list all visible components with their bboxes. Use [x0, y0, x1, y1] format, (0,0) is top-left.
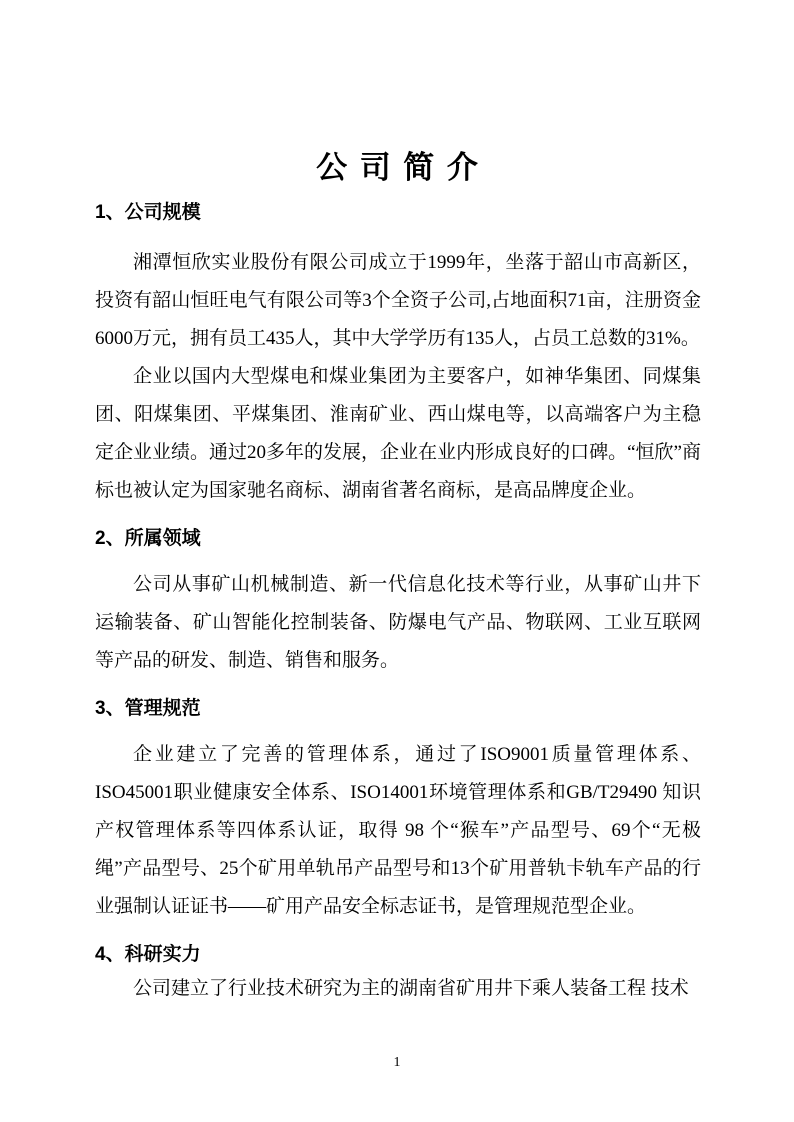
- section-management-standards: [95, 698, 701, 926]
- page-number: 1: [393, 1055, 401, 1070]
- paragraph: 湘潭恒欣实业股份有限公司成立于1999年，坐落于韶山市高新区，投资有韶山恒旺电气有限公司等3个全资子公司,占地面积71亩，注册资金6000万元，拥有员工435人，其中大学学历有135人，占员工总数的31%。: [95, 252, 701, 349]
- paragraph: 企业以国内大型煤电和煤业集团为主要客户，如神华集团、同煤集团、阳煤集团、平煤集团、淮南矿业、西山煤电等，以高端客户为主稳定企业业绩。通过20多年的发展，企业在业内形成良好的口碑。“恒欣”商标也被认定为国家驰名商标、湖南省著名商标，是高品牌度企业。: [95, 366, 701, 501]
- paragraph: 公司建立了行业技术研究为主的湖南省矿用井下乘人装备工程 技术: [133, 978, 689, 999]
- section-heading-3: 3、管理规范: [95, 698, 201, 719]
- page-title: 公 司 简 介: [316, 150, 480, 185]
- section-heading-1: 1、公司规模: [95, 202, 201, 223]
- section-industry-field: [95, 528, 701, 680]
- section-research-strength: [95, 944, 701, 1008]
- paragraph: 公司从事矿山机械制造、新一代信息化技术等行业，从事矿山井下运输装备、矿山智能化控制装备、防爆电气产品、物联网、工业互联网等产品的研发、制造、销售和服务。: [95, 574, 701, 671]
- section-company-scale: [95, 202, 701, 510]
- paragraph: 企业建立了完善的管理体系，通过了ISO9001质量管理体系、ISO45001职业健康安全体系、ISO14001环境管理体系和GB/T29490 知识产权管理体系等四体系认证，取得 98 个“猴车”产品型号、69个“无极绳”产品型号、25个矿用单轨吊产品型号和13个矿用普轨卡轨车产品的行业强制认证证书——矿用产品安全标志证书，是管理规范型企业。: [95, 744, 701, 917]
- section-heading-2: 2、所属领域: [95, 528, 201, 549]
- page-content: [95, 0, 701, 1008]
- section-heading-4: 4、科研实力: [95, 944, 201, 965]
